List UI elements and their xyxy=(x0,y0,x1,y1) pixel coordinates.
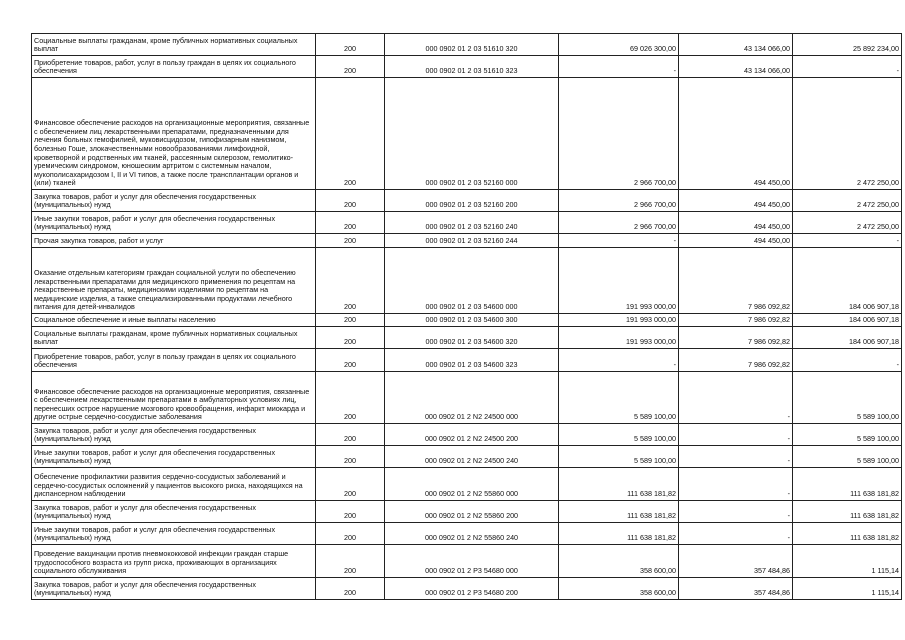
row-unexecuted: 184 006 907,18 xyxy=(793,248,902,314)
row-approved: 5 589 100,00 xyxy=(559,424,679,446)
row-code: 200 xyxy=(316,327,385,349)
row-executed: 7 986 092,82 xyxy=(679,327,793,349)
row-approved: 191 993 000,00 xyxy=(559,314,679,327)
row-approved: - xyxy=(559,349,679,372)
row-budget-code: 000 0902 01 2 P3 54680 200 xyxy=(385,578,559,600)
row-approved: 111 638 181,82 xyxy=(559,468,679,501)
row-executed: 357 484,86 xyxy=(679,545,793,578)
row-name: Приобретение товаров, работ, услуг в пользу граждан в целях их социального обеспечения xyxy=(32,56,316,78)
table-row xyxy=(32,327,902,349)
row-budget-code: 000 0902 01 2 N2 24500 240 xyxy=(385,446,559,468)
row-name: Закупка товаров, работ и услуг для обеспечения государственных (муниципальных) нужд xyxy=(32,501,316,523)
row-code: 200 xyxy=(316,424,385,446)
row-code: 200 xyxy=(316,56,385,78)
table-row xyxy=(32,578,902,600)
row-approved: 69 026 300,00 xyxy=(559,34,679,56)
row-approved: 191 993 000,00 xyxy=(559,327,679,349)
row-budget-code: 000 0902 01 2 N2 55860 240 xyxy=(385,523,559,545)
row-budget-code: 000 0902 01 2 03 52160 244 xyxy=(385,234,559,248)
row-budget-code: 000 0902 01 2 03 51610 320 xyxy=(385,34,559,56)
row-executed: 494 450,00 xyxy=(679,78,793,190)
table-row xyxy=(32,56,902,78)
row-code: 200 xyxy=(316,314,385,327)
row-approved: 358 600,00 xyxy=(559,545,679,578)
row-name: Прочая закупка товаров, работ и услуг xyxy=(32,234,316,248)
row-budget-code: 000 0902 01 2 N2 24500 200 xyxy=(385,424,559,446)
table-row xyxy=(32,78,902,190)
row-approved: 5 589 100,00 xyxy=(559,372,679,424)
row-approved: - xyxy=(559,234,679,248)
row-code: 200 xyxy=(316,446,385,468)
row-code: 200 xyxy=(316,578,385,600)
row-name: Проведение вакцинации против пневмококковой инфекции граждан старше трудоспособного возраста из групп риска, проживающих в организациях социального обслуживания xyxy=(32,545,316,578)
row-unexecuted: 1 115,14 xyxy=(793,545,902,578)
row-code: 200 xyxy=(316,468,385,501)
table-row xyxy=(32,424,902,446)
row-executed: - xyxy=(679,501,793,523)
row-approved: - xyxy=(559,56,679,78)
row-approved: 191 993 000,00 xyxy=(559,248,679,314)
row-unexecuted: 111 638 181,82 xyxy=(793,468,902,501)
row-name: Закупка товаров, работ и услуг для обеспечения государственных (муниципальных) нужд xyxy=(32,190,316,212)
row-approved: 2 966 700,00 xyxy=(559,190,679,212)
row-code: 200 xyxy=(316,78,385,190)
row-name: Приобретение товаров, работ, услуг в пользу граждан в целях их социального обеспечения xyxy=(32,349,316,372)
row-unexecuted: 2 472 250,00 xyxy=(793,212,902,234)
row-budget-code: 000 0902 01 2 03 52160 240 xyxy=(385,212,559,234)
row-executed: 7 986 092,82 xyxy=(679,349,793,372)
row-executed: - xyxy=(679,424,793,446)
row-unexecuted: 2 472 250,00 xyxy=(793,190,902,212)
row-code: 200 xyxy=(316,34,385,56)
row-budget-code: 000 0902 01 2 03 54600 323 xyxy=(385,349,559,372)
row-budget-code: 000 0902 01 2 03 52160 000 xyxy=(385,78,559,190)
table-row xyxy=(32,190,902,212)
row-name: Финансовое обеспечение расходов на организационные мероприятия, связанные с обеспечением лиц лекарственными препаратами, предназначенными для лечения больных гемофилией, муковисцидозом, гипофизарным нанизмом, болезнью Гоше, злокачественными новообразованиями лимфоидной, кроветворной и родственных им тканей, рассеянным склерозом, гемолитико-уремическим синдромом, юношеским артритом с системным началом, мукополисахаридозом I, II и VI типов, а также после трансплантации органов и (или) тканей xyxy=(32,78,316,190)
row-budget-code: 000 0902 01 2 N2 24500 000 xyxy=(385,372,559,424)
row-name: Социальные выплаты гражданам, кроме публичных нормативных социальных выплат xyxy=(32,34,316,56)
table-row xyxy=(32,372,902,424)
row-name: Закупка товаров, работ и услуг для обеспечения государственных (муниципальных) нужд xyxy=(32,424,316,446)
row-code: 200 xyxy=(316,501,385,523)
row-budget-code: 000 0902 01 2 03 52160 200 xyxy=(385,190,559,212)
row-name: Закупка товаров, работ и услуг для обеспечения государственных (муниципальных) нужд xyxy=(32,578,316,600)
row-unexecuted: 111 638 181,82 xyxy=(793,501,902,523)
row-unexecuted: 25 892 234,00 xyxy=(793,34,902,56)
row-name: Оказание отдельным категориям граждан социальной услуги по обеспечению лекарственными препаратами для медицинского применения по рецептам на лекарственные препараты, медицинскими изделиями по рецептам на медицинские изделия, а также специализированными продуктами лечебного питания для детей-инвалидов xyxy=(32,248,316,314)
table-row xyxy=(32,545,902,578)
row-code: 200 xyxy=(316,212,385,234)
row-name: Иные закупки товаров, работ и услуг для обеспечения государственных (муниципальных) нужд xyxy=(32,523,316,545)
row-unexecuted: 184 006 907,18 xyxy=(793,314,902,327)
row-approved: 2 966 700,00 xyxy=(559,78,679,190)
row-name: Иные закупки товаров, работ и услуг для обеспечения государственных (муниципальных) нужд xyxy=(32,212,316,234)
row-unexecuted: 2 472 250,00 xyxy=(793,78,902,190)
row-executed: 494 450,00 xyxy=(679,190,793,212)
row-approved: 358 600,00 xyxy=(559,578,679,600)
row-executed: 494 450,00 xyxy=(679,234,793,248)
row-executed: 494 450,00 xyxy=(679,212,793,234)
row-executed: 43 134 066,00 xyxy=(679,56,793,78)
row-approved: 111 638 181,82 xyxy=(559,501,679,523)
row-executed: 43 134 066,00 xyxy=(679,34,793,56)
row-name: Социальное обеспечение и иные выплаты населению xyxy=(32,314,316,327)
row-code: 200 xyxy=(316,372,385,424)
row-code: 200 xyxy=(316,248,385,314)
row-executed: 357 484,86 xyxy=(679,578,793,600)
table-row xyxy=(32,34,902,56)
row-unexecuted: 111 638 181,82 xyxy=(793,523,902,545)
row-executed: - xyxy=(679,372,793,424)
row-name: Финансовое обеспечение расходов на организационные мероприятия, связанные с обеспечением лекарственными препаратами в амбулаторных условиях лиц, перенесших острое нарушение мозгового кровообращения, инфаркт миокарда и другие острые сердечно-сосудистые заболевания xyxy=(32,372,316,424)
row-unexecuted: 5 589 100,00 xyxy=(793,446,902,468)
row-budget-code: 000 0902 01 2 03 54600 320 xyxy=(385,327,559,349)
table-row xyxy=(32,234,902,248)
row-executed: 7 986 092,82 xyxy=(679,314,793,327)
row-unexecuted: 1 115,14 xyxy=(793,578,902,600)
row-budget-code: 000 0902 01 2 03 54600 000 xyxy=(385,248,559,314)
budget-execution-table xyxy=(31,33,902,600)
row-code: 200 xyxy=(316,545,385,578)
row-code: 200 xyxy=(316,523,385,545)
row-code: 200 xyxy=(316,349,385,372)
row-approved: 5 589 100,00 xyxy=(559,446,679,468)
row-budget-code: 000 0902 01 2 N2 55860 200 xyxy=(385,501,559,523)
table-row xyxy=(32,446,902,468)
row-name: Социальные выплаты гражданам, кроме публичных нормативных социальных выплат xyxy=(32,327,316,349)
table-row xyxy=(32,501,902,523)
table-row xyxy=(32,468,902,501)
row-name: Обеспечение профилактики развития сердечно-сосудистых заболеваний и сердечно-сосудистых осложнений у пациентов высокого риска, находящихся на диспансерном наблюдении xyxy=(32,468,316,501)
row-executed: - xyxy=(679,446,793,468)
row-unexecuted: 5 589 100,00 xyxy=(793,372,902,424)
row-approved: 111 638 181,82 xyxy=(559,523,679,545)
row-name: Иные закупки товаров, работ и услуг для обеспечения государственных (муниципальных) нужд xyxy=(32,446,316,468)
table-row xyxy=(32,212,902,234)
row-unexecuted: - xyxy=(793,56,902,78)
row-executed: 7 986 092,82 xyxy=(679,248,793,314)
row-budget-code: 000 0902 01 2 03 54600 300 xyxy=(385,314,559,327)
row-unexecuted: 184 006 907,18 xyxy=(793,327,902,349)
table-row xyxy=(32,349,902,372)
row-budget-code: 000 0902 01 2 N2 55860 000 xyxy=(385,468,559,501)
table-row xyxy=(32,248,902,314)
row-budget-code: 000 0902 01 2 P3 54680 000 xyxy=(385,545,559,578)
table-row xyxy=(32,314,902,327)
row-unexecuted: - xyxy=(793,349,902,372)
row-code: 200 xyxy=(316,190,385,212)
table-row xyxy=(32,523,902,545)
row-executed: - xyxy=(679,468,793,501)
row-executed: - xyxy=(679,523,793,545)
row-unexecuted: 5 589 100,00 xyxy=(793,424,902,446)
row-unexecuted: - xyxy=(793,234,902,248)
row-budget-code: 000 0902 01 2 03 51610 323 xyxy=(385,56,559,78)
row-code: 200 xyxy=(316,234,385,248)
row-approved: 2 966 700,00 xyxy=(559,212,679,234)
